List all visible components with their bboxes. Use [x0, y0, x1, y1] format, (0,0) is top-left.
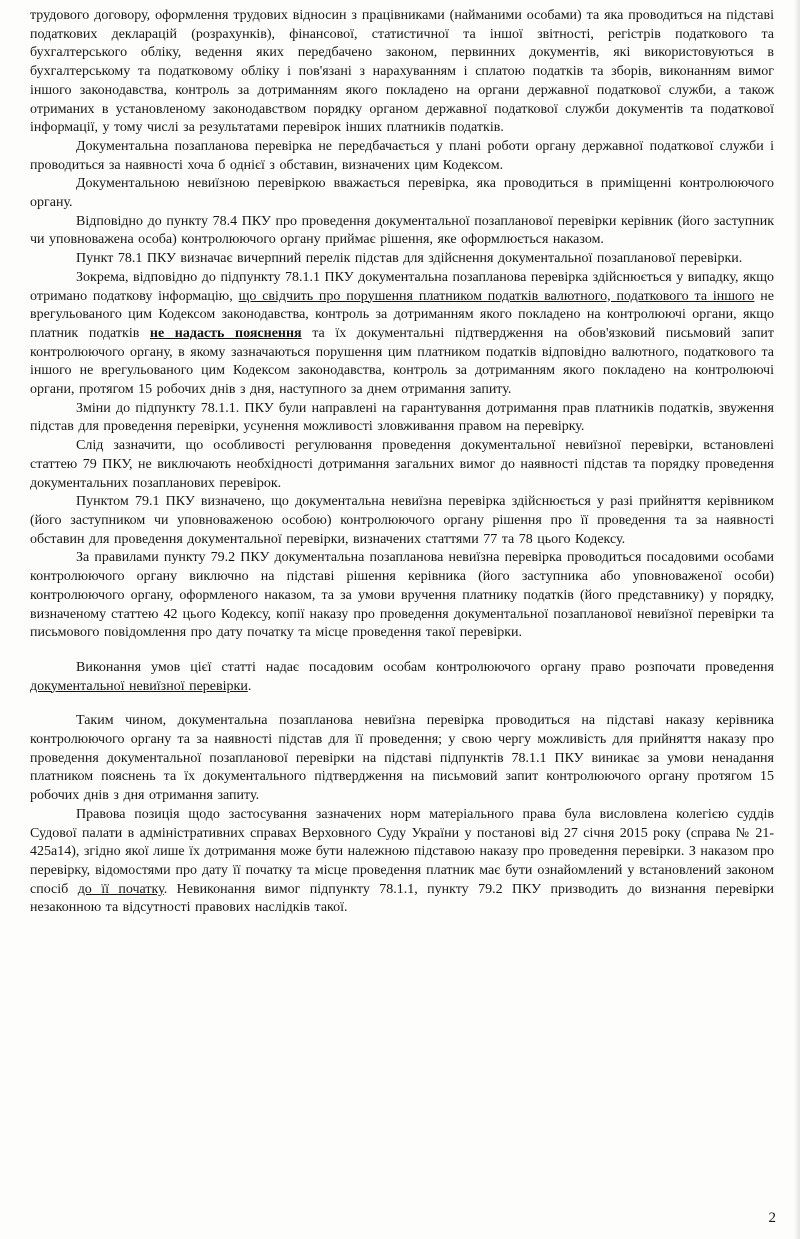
text-run: та їх документальні підтвердження на обов'язковий письмовий запит контролюючого органу, в якому зазначаються порушення цим платником податків відповідно валютного, податкового та іншого не врегульованого цим Кодексом законодавства, контроль за дотриманням якого покладено на контролюючі органи, протягом 15 робочих днів з дня, наступного за днем отримання запиту. — [30, 325, 775, 398]
text-run: Документальною невиїзною перевіркою вважається перевірка, яка проводиться в приміщенні контролюючого органу. — [30, 176, 774, 211]
text-run: до її початку — [77, 881, 164, 897]
text-run: Правова позиція щодо застосування зазначених норм матеріального права була висловлена колегією суддів Судової палати в адміністративних справах Верховного Суду України у постанові від 27 січня 2015 року (справа № 21-425а14), згідно якої лише їх дотримання може бути належною підставою наказу про проведення перевірки. З наказом про перевірку, відомостями про дату її початку та місце проведення платник має бути ознайомлений у встановлений законом спосіб — [30, 806, 774, 897]
text-run: Пункт 78.1 ПКУ визначає вичерпний перелік підстав для здійснення документальної позапланової перевірки. — [76, 251, 743, 267]
document-body — [30, 7, 774, 918]
paragraph — [30, 138, 774, 175]
paragraph — [30, 250, 774, 269]
text-run: що свідчить про порушення платником податків валютного, податкового та іншого — [238, 288, 755, 304]
text-run: Документальна позапланова перевірка не передбачається у плані роботи органу державної податкової служби і проводиться за наявності хоча б однієї з обставин, визначених цим Кодексом. — [30, 138, 774, 173]
text-run: Відповідно до пункту 78.4 ПКУ про проведення документальної позапланової перевірки керівник (його заступник чи уповноважена особа) контролюючого органу приймає рішення, яке оформлюється наказом. — [30, 213, 774, 248]
text-run: Виконання умов цієї статті надає посадовим особам контролюючого органу право розпочати проведення — [76, 659, 774, 675]
text-run: документальної невиїзної перевірки — [30, 678, 248, 694]
text-run: Зміни до підпункту 78.1.1. ПКУ були направлені на гарантування дотримання прав платників податків, звуження підстав для проведення перевірки, усунення можливості зловживання правом на перевірку. — [30, 400, 774, 435]
text-run: трудового договору, оформлення трудових відносин з працівниками (найманими особами) та яка проводиться на підставі податкових декларацій (розрахунків), фінансової, статистичної та іншої звітності, регістрів податкового та бухгалтерського обліку, ведення яких передбачено законом, первинних документів, які використовуються в бухгалтерському та податковому обліку і пов'язані з нарахуванням і сплатою податків та зборів, виконанням вимог іншого законодавства, контроль за дотриманням якого покладено на органи державної податкової служби, а також отриманих в установленому законодавством порядку органом державної податкової служби документів та податкової інформації, у тому числі за результатами перевірок інших платників податків. — [30, 8, 774, 136]
text-run: За правилами пункту 79.2 ПКУ документальна позапланова невиїзна перевірка проводиться посадовими особами контролюючого органу виключно на підставі рішення керівника (його заступника або уповноваженої особи) контролюючого органу, оформленого наказом, та за умови вручення платнику податків (його представнику) у порядку, визначеному статтею 42 цього Кодексу, копії наказу про проведення документальної позапланової невиїзної перевірки та письмового повідомлення про дату початку та місце проведення такої перевірки. — [30, 550, 774, 641]
paragraph — [30, 659, 774, 696]
text-run: не надасть пояснення — [149, 325, 302, 341]
paragraph — [30, 175, 774, 212]
paragraph — [30, 493, 774, 549]
text-run: Пунктом 79.1 ПКУ визначено, що документальна невиїзна перевірка здійснюється у разі прийняття керівником (його заступником чи уповноваженою особою) контролюючого органу рішення про її проведення та за наявності обставин для проведення документальної перевірки, визначених статтями 77 та 78 цього Кодексу. — [30, 494, 774, 547]
text-run: . Невиконання вимог підпункту 78.1.1, пункту 79.2 ПКУ призводить до визнання перевірки незаконною та відсутності правових наслідків такої. — [30, 881, 774, 916]
paragraph — [30, 806, 774, 918]
text-run: Таким чином, документальна позапланова невиїзна перевірка проводиться на підставі наказу керівника контролюючого органу та за наявності підстав для її проведення; у свою чергу можливість для прийняття наказу про проведення документальної позапланової перевірки на підставі підпунктів 78.1.1 ПКУ виникає за умови ненадання платником пояснень та їх документального підтвердження на письмовий запит контролюючого органу протягом 15 робочих днів з дня отримання запиту. — [30, 713, 774, 804]
page-number: 2 — [768, 1210, 776, 1226]
paragraph — [30, 437, 774, 493]
text-run: . — [247, 678, 252, 694]
text-run: не врегульованого цим Кодексом законодавства, контроль за дотриманням якого покладено на контролюючі органи, якщо платник податків — [30, 288, 774, 341]
paragraph — [30, 549, 774, 643]
text-run: Слід зазначити, що особливості регулювання проведення документальної невиїзної перевірки, встановлені статтею 79 ПКУ, не виключають необхідності дотримання загальних вимог до наявності підстав та порядку проведення документальних позапланових перевірок. — [30, 438, 774, 491]
paragraph — [30, 400, 774, 437]
paragraph — [30, 269, 774, 400]
text-run: Зокрема, відповідно до підпункту 78.1.1 ПКУ документальна позапланова перевірка здійснюється у випадку, якщо отримано податкову інформацію, — [30, 269, 774, 304]
paragraph — [30, 712, 774, 806]
paragraph — [30, 213, 774, 250]
paragraph — [30, 7, 774, 138]
